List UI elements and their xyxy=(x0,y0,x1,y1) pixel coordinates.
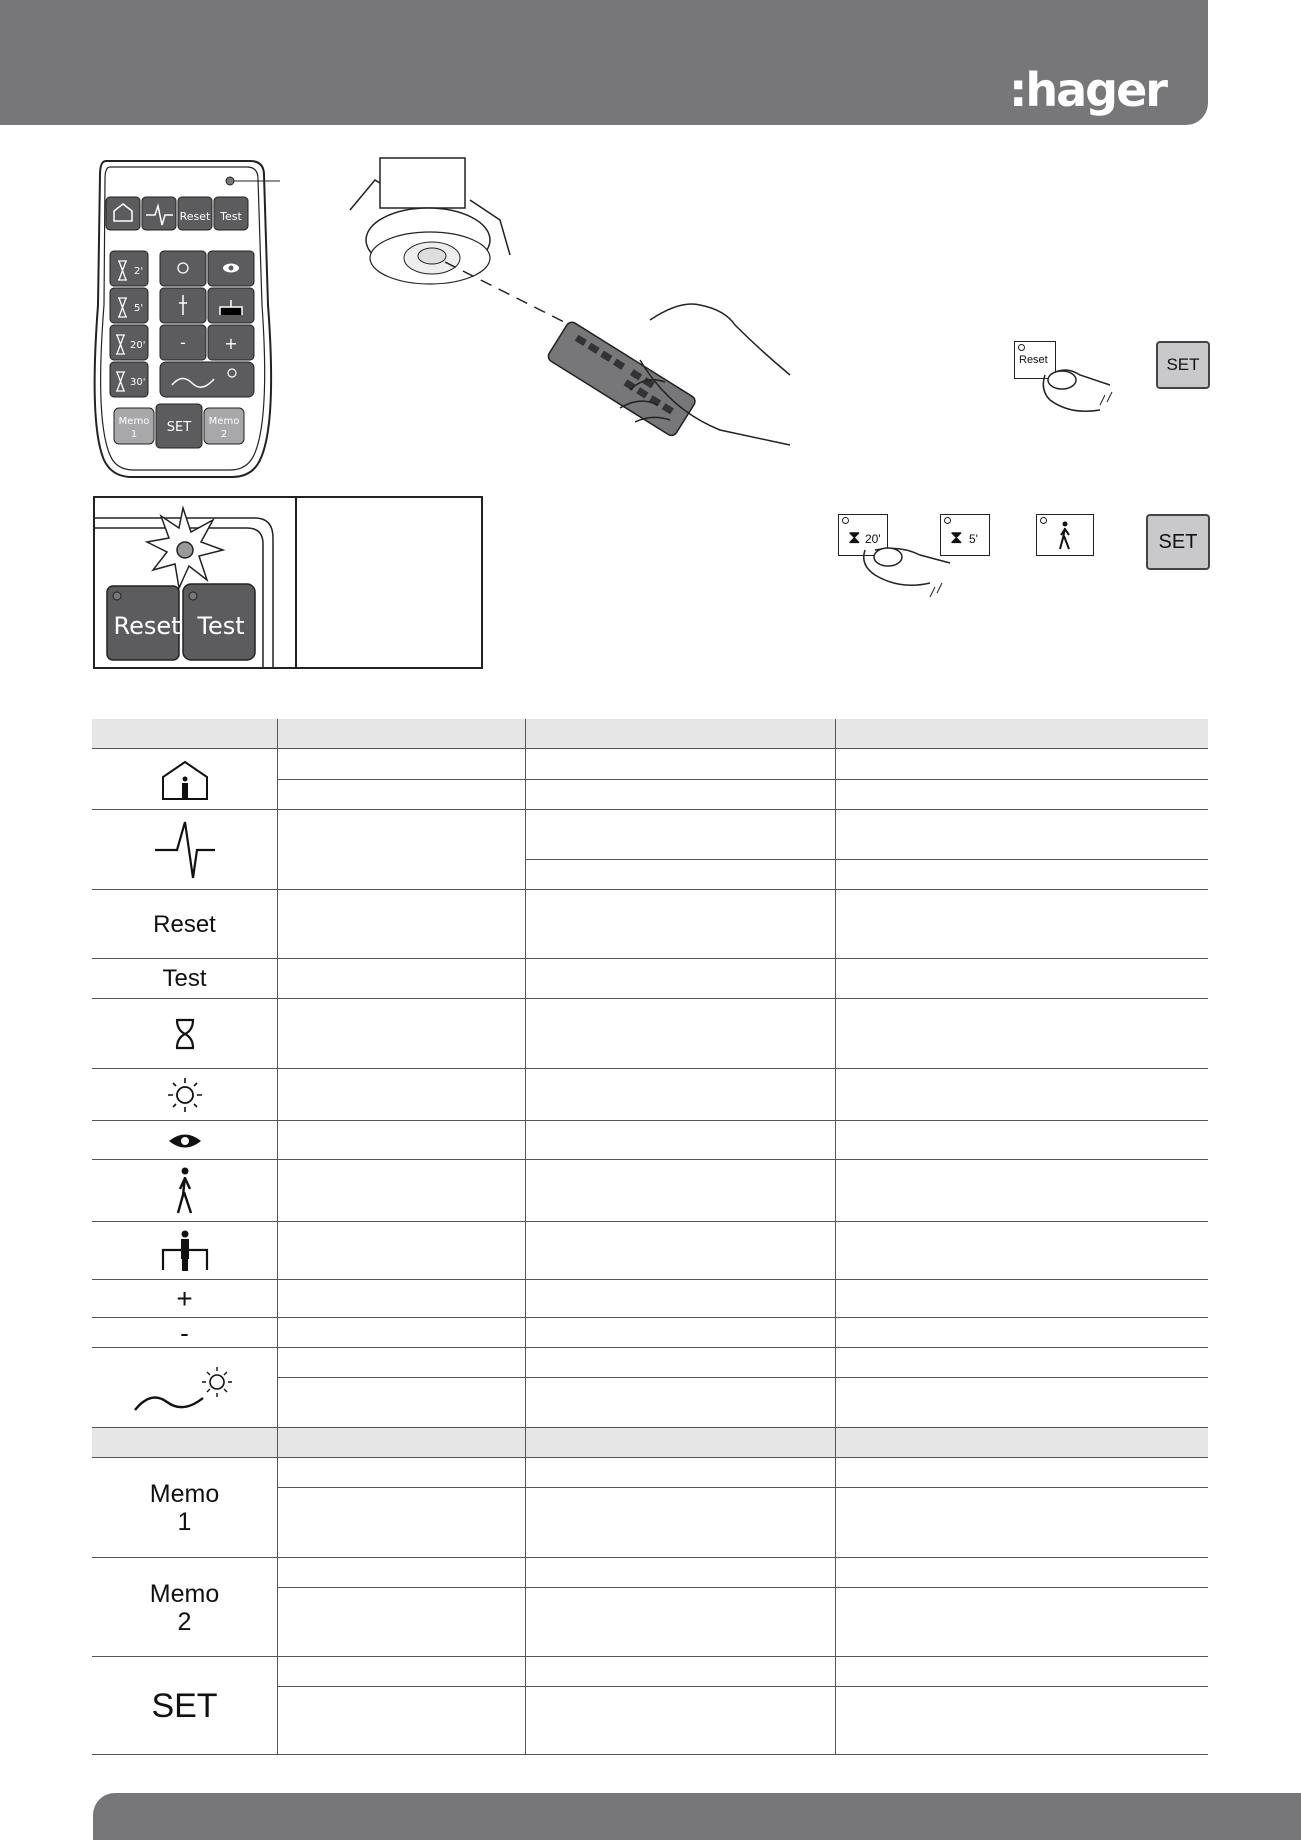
svg-text:2': 2' xyxy=(134,266,144,277)
svg-text:Memo: Memo xyxy=(118,416,150,427)
memo1-line1: Memo xyxy=(149,1480,220,1508)
memo2-line1: Memo xyxy=(149,1579,220,1608)
memo2-line2: 2 xyxy=(177,1607,192,1636)
svg-text:2: 2 xyxy=(220,429,228,440)
set-cell xyxy=(92,1657,277,1755)
desk-person-icon xyxy=(161,1230,209,1272)
zoom-panel xyxy=(93,496,483,669)
svg-text:1: 1 xyxy=(130,429,138,440)
visibility-cell xyxy=(92,1121,277,1160)
footer-bar xyxy=(93,1793,1301,1840)
svg-text:+: + xyxy=(224,334,238,353)
svg-text:Memo: Memo xyxy=(208,416,240,427)
remote-bottom-buttons xyxy=(114,404,244,448)
daylight-cell xyxy=(92,1348,277,1428)
set-step-button[interactable] xyxy=(1156,341,1210,389)
brand-logo: :hager xyxy=(1009,63,1166,117)
minus-cell xyxy=(92,1318,277,1348)
brightness-cell xyxy=(92,1069,277,1121)
header-bar xyxy=(0,0,1208,125)
wave-sun-icon xyxy=(133,1360,237,1416)
svg-text:Reset: Reset xyxy=(113,612,181,640)
svg-text:30': 30' xyxy=(130,377,146,388)
hourglass-icon: ⧗ xyxy=(848,527,861,548)
test-cell xyxy=(92,959,277,999)
seated-cell xyxy=(92,1222,277,1280)
sensor-and-hand-illustration xyxy=(340,150,800,455)
walking-step-button[interactable] xyxy=(1036,514,1094,556)
svg-text:-: - xyxy=(180,333,186,352)
hourglass-icon: ⧗ xyxy=(950,527,963,548)
svg-text:SET: SET xyxy=(166,420,192,435)
remote-led xyxy=(226,177,234,185)
table-minus-label: - xyxy=(180,1318,189,1348)
set-step-label: SET xyxy=(1166,355,1200,374)
presence-home-cell xyxy=(92,749,277,810)
svg-text:Reset: Reset xyxy=(179,210,211,223)
pulse-icon xyxy=(153,818,217,882)
memo2-cell xyxy=(92,1558,277,1657)
table-header-row xyxy=(92,719,1208,749)
walking-person-icon xyxy=(1057,521,1073,551)
table-reset-label: Reset xyxy=(153,910,216,938)
table-section-row xyxy=(92,1428,1208,1458)
remote-control-illustration xyxy=(92,155,292,485)
svg-text:20': 20' xyxy=(130,340,146,351)
reset-cell xyxy=(92,890,277,959)
set-step-button-2[interactable] xyxy=(1146,514,1210,570)
table-test-label: Test xyxy=(162,965,207,992)
table-plus-label: + xyxy=(176,1283,193,1314)
walking-cell xyxy=(92,1160,277,1222)
time-5-label: 5' xyxy=(969,532,978,546)
svg-text:Test: Test xyxy=(197,612,245,640)
pulse-cell xyxy=(92,810,277,890)
svg-text:Test: Test xyxy=(220,210,242,223)
hourglass-icon xyxy=(174,1018,196,1050)
memo1-line2: 1 xyxy=(177,1508,192,1536)
set-step-label-2: SET xyxy=(1158,530,1198,553)
time-20-label: 20' xyxy=(865,532,881,546)
home-presence-icon xyxy=(159,759,211,801)
sun-icon xyxy=(167,1077,203,1113)
zoom-remote-detail xyxy=(95,498,295,667)
timer-cell xyxy=(92,999,277,1069)
finger-icon xyxy=(1040,360,1120,430)
reset-step-label: Reset xyxy=(1019,354,1048,366)
svg-text:5': 5' xyxy=(134,303,144,314)
plus-cell xyxy=(92,1280,277,1318)
memo1-cell xyxy=(92,1458,277,1558)
time-5-step-button[interactable] xyxy=(940,514,990,556)
eye-icon xyxy=(168,1132,202,1150)
walking-person-icon xyxy=(175,1167,195,1215)
table-set-label: SET xyxy=(151,1686,218,1725)
